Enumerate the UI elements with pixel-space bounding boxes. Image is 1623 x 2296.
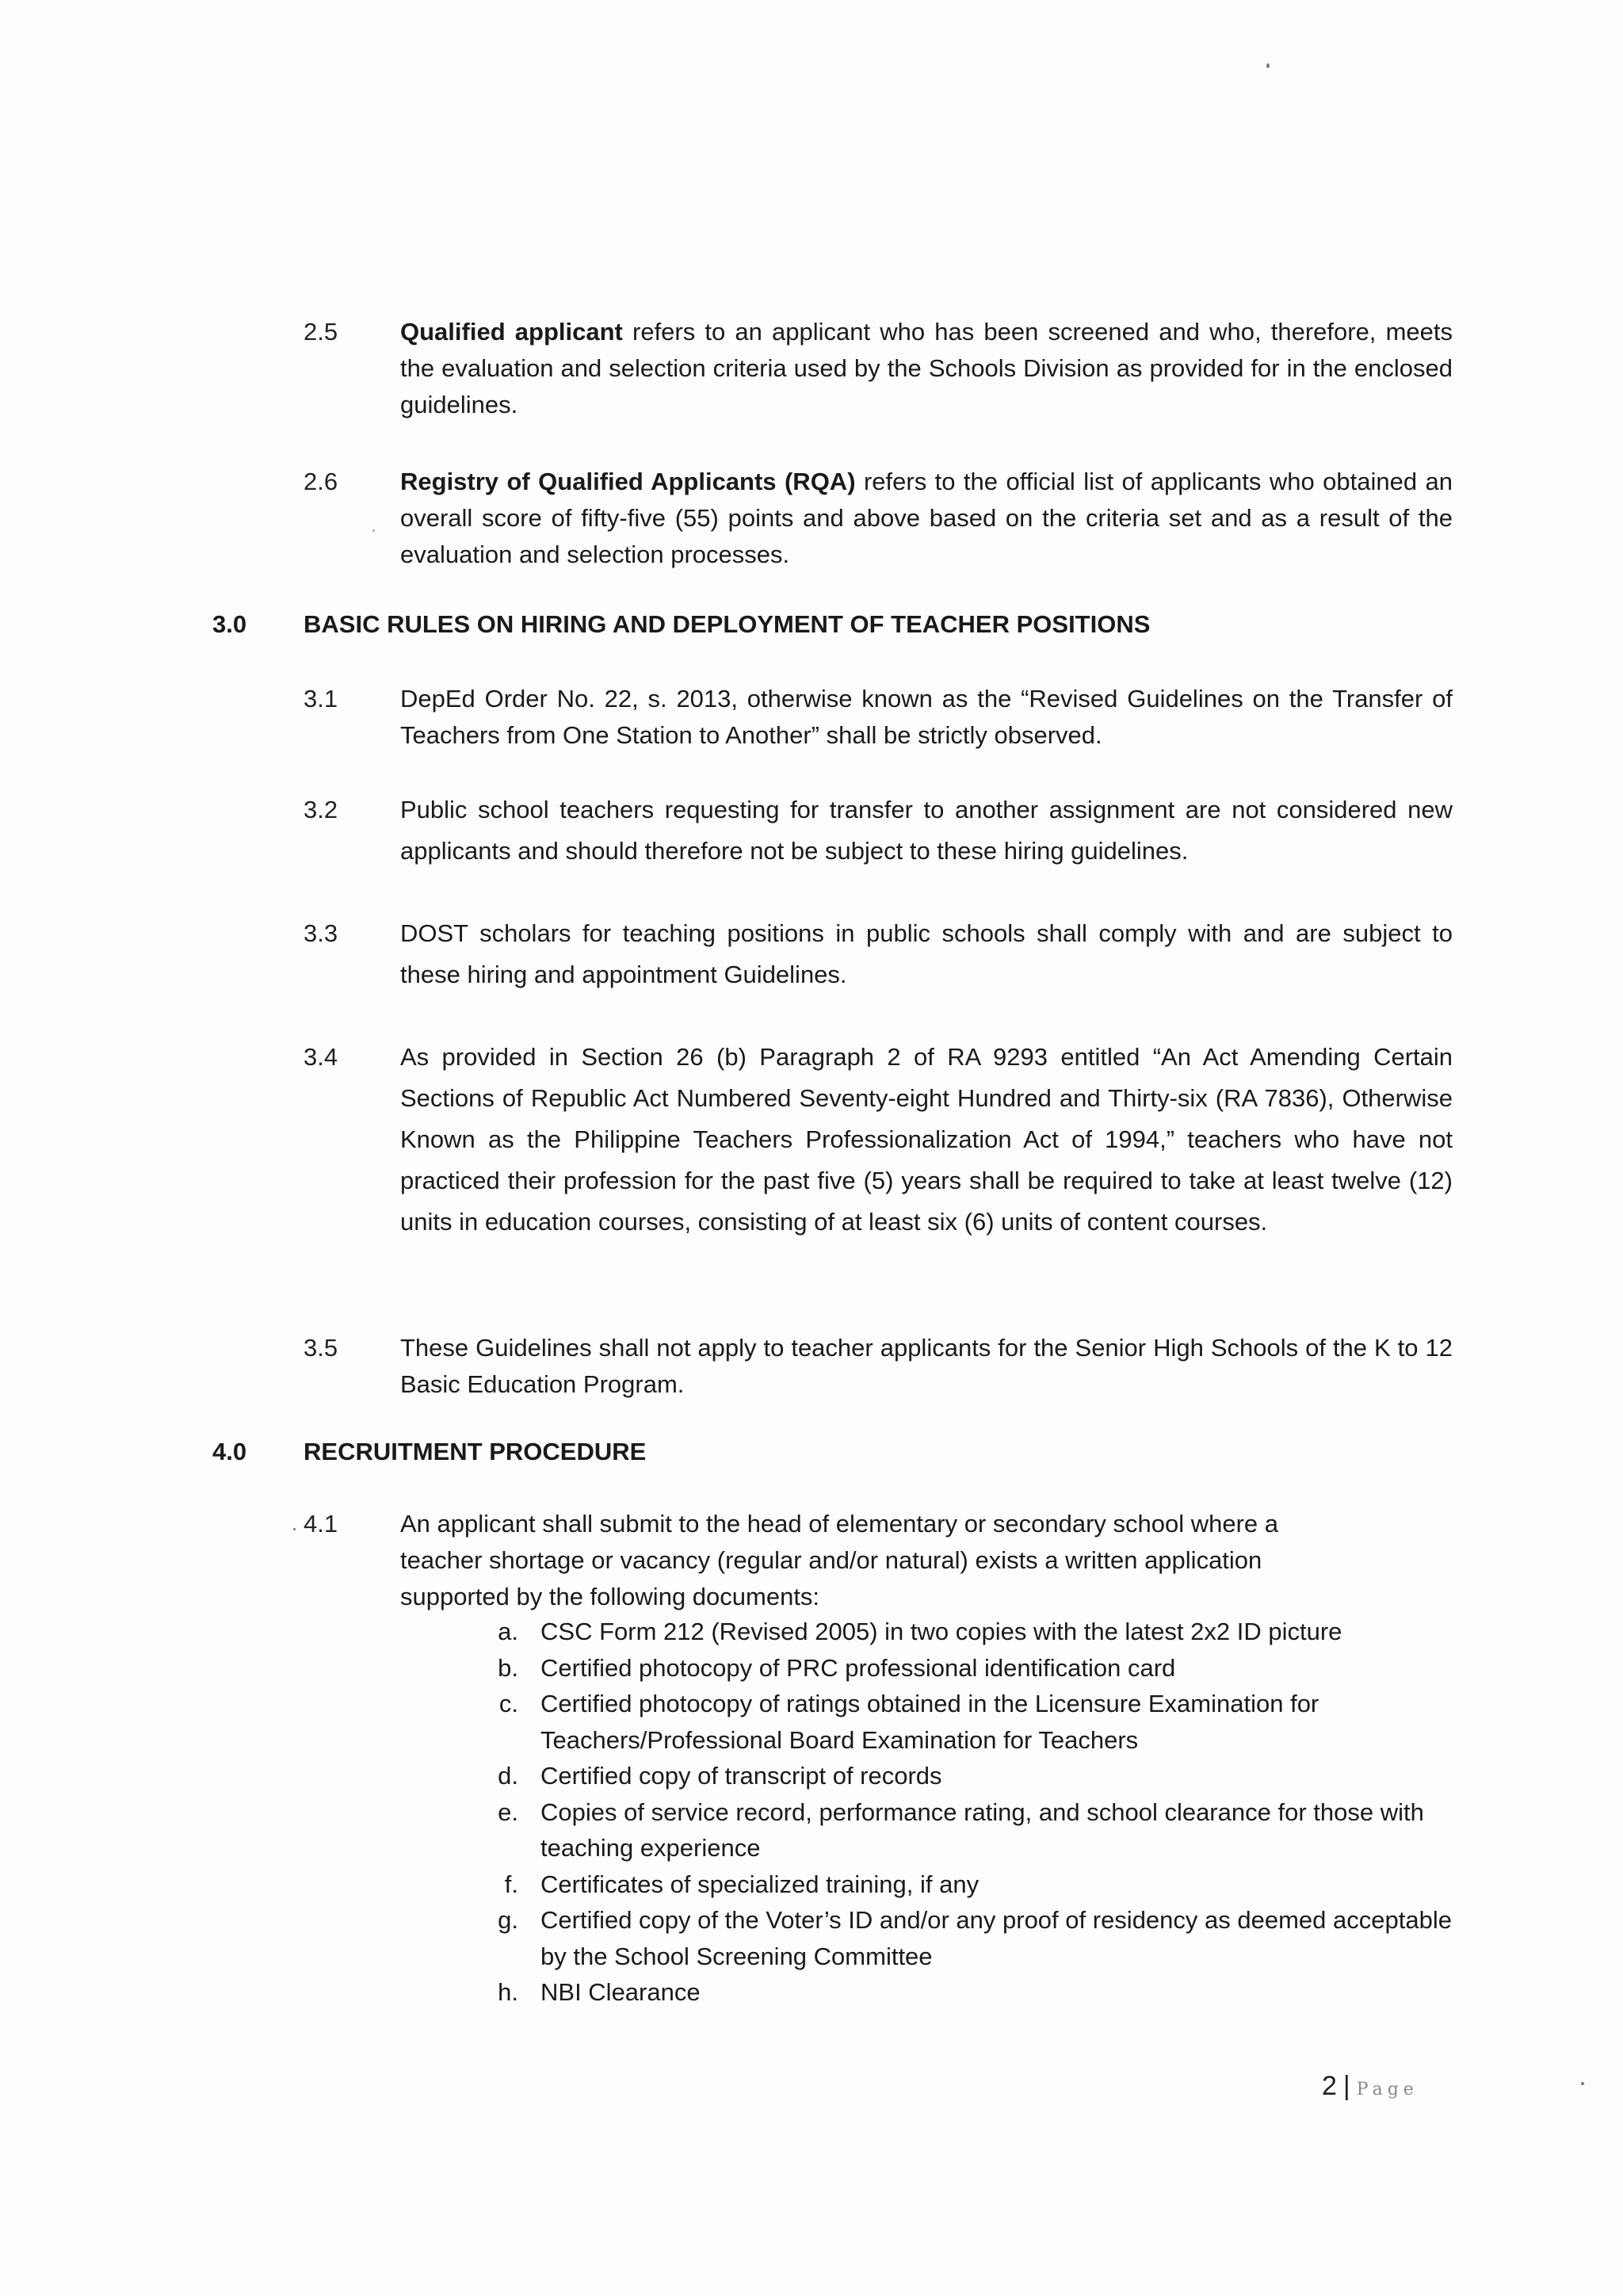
list-marker: c. — [498, 1690, 518, 1717]
section-number: 4.0 — [212, 1438, 247, 1465]
clause-text — [400, 464, 1453, 573]
list-item-text: Certified photocopy of PRC professional identification card — [540, 1653, 1176, 1682]
list-marker: h. — [498, 1978, 518, 2006]
section-heading: RECRUITMENT PROCEDURE — [304, 1438, 647, 1465]
list-marker: f. — [504, 1870, 518, 1898]
clause-number: 3.1 — [304, 685, 338, 712]
required-documents-list — [487, 1614, 1453, 2011]
section-number: 3.0 — [212, 610, 247, 638]
list-marker: b. — [498, 1653, 518, 1682]
clause-number: 4.1 — [304, 1510, 338, 1538]
list-item-text: CSC Form 212 (Revised 2005) in two copies with the latest 2x2 ID picture — [540, 1618, 1342, 1645]
clause-text: These Guidelines shall not apply to teacher applicants for the Senior High Schools of the K to 12 Basic Education Program. — [400, 1334, 1453, 1398]
clause-number: 3.4 — [304, 1043, 338, 1071]
defined-term: Qualified applicant — [400, 318, 623, 346]
clause-body: refers to the official list of applicants who obtained an overall score of fifty-five (55) points and above based on the criteria set and as a result of the evaluation and selection processes. — [400, 468, 1453, 568]
list-item — [487, 1866, 1453, 1903]
clause-text: An applicant shall submit to the head of elementary or secondary school where a teacher shortage or vacancy (regular and/or natural) exists a written application supported by the following documents: — [400, 1510, 1279, 1610]
list-item — [487, 1686, 1453, 1758]
clause-text: Public school teachers requesting for transfer to another assignment are not considered new applicants and should therefore not be subject to these hiring guidelines. — [400, 796, 1453, 865]
list-item — [487, 1758, 1453, 1794]
list-item-text: Certificates of specialized training, if any — [540, 1870, 980, 1898]
clause-number: 2.5 — [304, 318, 338, 346]
list-item — [487, 1902, 1453, 1974]
page-label: Page — [1356, 2080, 1419, 2099]
list-item — [487, 1614, 1453, 1650]
list-item — [487, 1974, 1453, 2011]
scan-speck — [1581, 2082, 1584, 2085]
page-separator: | — [1342, 2071, 1350, 2101]
page-footer — [1322, 2071, 1419, 2102]
clause-text: DOST scholars for teaching positions in public schools shall comply with and are subject to these hiring and appointment Guidelines. — [400, 919, 1453, 988]
clause-number: 3.2 — [304, 796, 338, 823]
scan-speck — [372, 529, 375, 532]
clause-text — [400, 314, 1453, 423]
list-marker: a. — [498, 1618, 518, 1645]
defined-term: Registry of Qualified Applicants (RQA) — [400, 468, 856, 495]
scan-speck — [1266, 63, 1270, 68]
clause-number: 3.5 — [304, 1334, 338, 1362]
clause-number: 2.6 — [304, 468, 338, 495]
list-item-text: NBI Clearance — [540, 1978, 701, 2006]
clause-text: As provided in Section 26 (b) Paragraph 2 of RA 9293 entitled “An Act Amending Certain Sections of Republic Act Numbered Seventy-eight Hundred and Thirty-six (RA 7836), Otherwise Known as the Philippine Teachers Professionalization Act of 1994,” teachers who have not practiced their profession for the past five (5) years shall be required to take at least twelve (12) units in education courses, consisting of at least six (6) units of content courses. — [400, 1043, 1453, 1236]
clause-body: refers to an applicant who has been screened and who, therefore, meets the evaluation and selection criteria used by the Schools Division as provided for in the enclosed guidelines. — [400, 318, 1453, 418]
list-marker: d. — [498, 1762, 518, 1790]
list-item — [487, 1794, 1453, 1866]
scan-speck — [293, 1528, 296, 1530]
list-item-text: Certified photocopy of ratings obtained in the Licensure Examination for Teachers/Professional Board Examination for Teachers — [540, 1690, 1319, 1754]
list-marker: g. — [498, 1906, 518, 1934]
list-marker: e. — [498, 1797, 518, 1826]
clause-text: DepEd Order No. 22, s. 2013, otherwise known as the “Revised Guidelines on the Transfer of Teachers from One Station to Another” shall be strictly observed. — [400, 685, 1453, 749]
list-item-text: Certified copy of the Voter’s ID and/or any proof of residency as deemed acceptable by the School Screening Committee — [540, 1906, 1452, 1970]
section-heading: BASIC RULES ON HIRING AND DEPLOYMENT OF TEACHER POSITIONS — [304, 610, 1151, 638]
list-item-text: Copies of service record, performance rating, and school clearance for those with teaching experience — [540, 1797, 1424, 1862]
page-number: 2 — [1322, 2071, 1337, 2101]
list-item-text: Certified copy of transcript of records — [540, 1762, 942, 1790]
clause-number: 3.3 — [304, 919, 338, 947]
list-item — [487, 1650, 1453, 1687]
